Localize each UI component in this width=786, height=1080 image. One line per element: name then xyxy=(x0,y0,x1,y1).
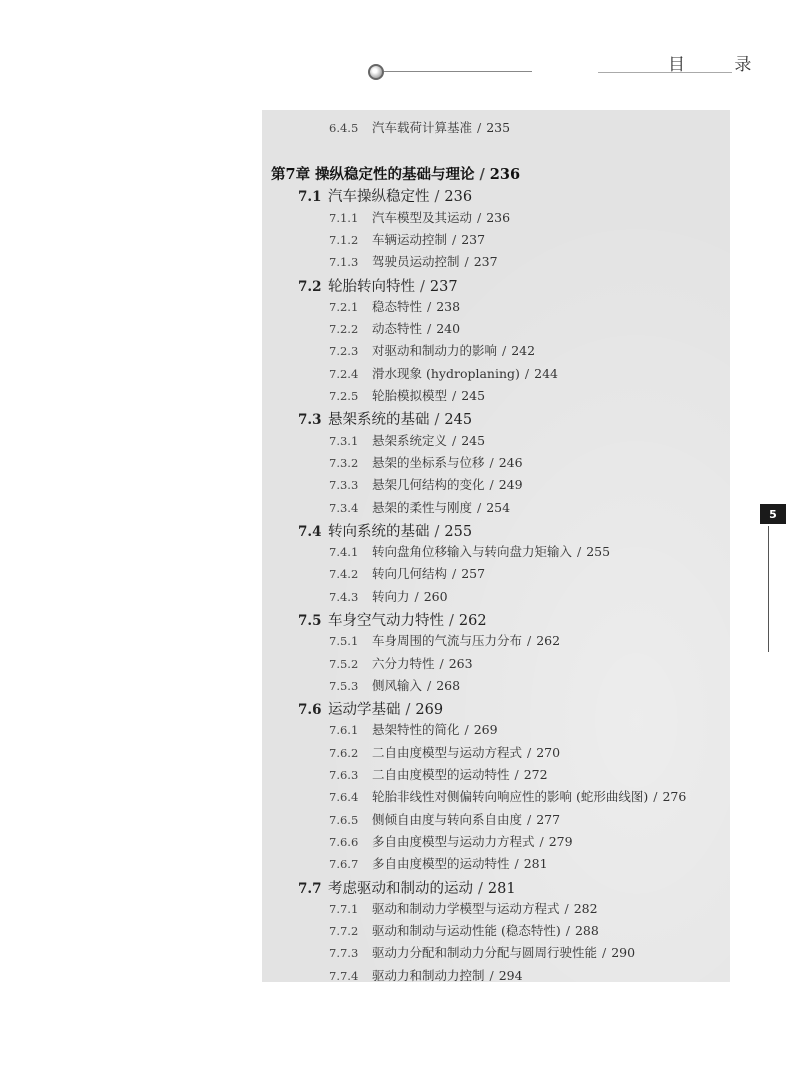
toc-number: 7.2 xyxy=(298,279,322,295)
toc-separator: / xyxy=(434,189,440,205)
toc-title: 二自由度模型与运动方程式 xyxy=(372,745,523,760)
toc-entry-sub xyxy=(329,832,573,850)
toc-entry-sub xyxy=(329,720,498,738)
toc-entry-sub xyxy=(329,676,460,694)
toc-page-number: 281 xyxy=(523,856,548,871)
toc-number: 7.3.2 xyxy=(329,456,359,470)
toc-entry-sec xyxy=(298,877,516,898)
toc-title: 驱动和制动与运动性能 (稳态特性) xyxy=(372,923,561,938)
toc-number: 7.3.1 xyxy=(329,434,359,448)
toc-entry-sub xyxy=(329,943,635,961)
toc-page-number: 238 xyxy=(436,299,461,314)
toc-entry-sec xyxy=(298,275,458,296)
toc-separator: / xyxy=(420,279,425,295)
toc-entry-sub xyxy=(329,654,473,672)
toc-title: 车身空气动力特性 xyxy=(328,613,444,629)
toc-page-number: 237 xyxy=(429,279,458,295)
toc-number: 7.3.3 xyxy=(329,478,359,492)
toc-separator: / xyxy=(452,433,457,448)
toc-separator: / xyxy=(602,945,607,960)
toc-page-number: 290 xyxy=(611,945,636,960)
toc-number: 7.2.1 xyxy=(329,300,359,314)
toc-title: 运动学基础 xyxy=(328,702,401,718)
toc-title: 车辆运动控制 xyxy=(372,232,448,247)
toc-number: 7.1.3 xyxy=(329,255,359,269)
toc-separator: / xyxy=(449,613,454,629)
toc-separator: / xyxy=(489,477,494,492)
toc-title: 轮胎转向特性 xyxy=(328,279,415,295)
toc-title: 汽车操纵稳定性 xyxy=(328,189,430,205)
toc-title: 稳态特性 xyxy=(372,299,423,314)
toc-page-number: 254 xyxy=(486,500,511,515)
toc-title: 多自由度模型的运动特性 xyxy=(372,856,510,871)
toc-entry-sub xyxy=(329,341,535,359)
toc-number: 7.6.5 xyxy=(329,813,359,827)
toc-separator: / xyxy=(427,678,432,693)
toc-page-number: 245 xyxy=(461,388,486,403)
toc-title: 多自由度模型与运动力方程式 xyxy=(372,834,535,849)
toc-entry-sub xyxy=(329,765,548,783)
toc-entry-sub xyxy=(329,386,485,404)
toc-page-number: 255 xyxy=(586,544,611,559)
toc-title: 悬架的柔性与刚度 xyxy=(372,500,473,515)
toc-number: 7.7.4 xyxy=(329,969,359,983)
toc-title: 悬架特性的简化 xyxy=(372,722,460,737)
toc-page-number: 246 xyxy=(498,455,523,470)
toc-number: 7.2.4 xyxy=(329,367,359,381)
toc-page-number: 276 xyxy=(662,789,687,804)
toc-title: 悬架系统定义 xyxy=(372,433,448,448)
toc-separator: / xyxy=(477,210,482,225)
toc-separator: / xyxy=(452,566,457,581)
toc-entry-sub xyxy=(329,431,485,449)
toc-title: 六分力特性 xyxy=(372,656,435,671)
toc-page-number: 260 xyxy=(423,589,448,604)
toc-separator: / xyxy=(478,881,483,897)
toc-title: 滑水现象 (hydroplaning) xyxy=(372,366,520,381)
toc-separator: / xyxy=(405,702,411,718)
toc-entry-sub xyxy=(329,542,610,560)
toc-page-number: 268 xyxy=(436,678,461,693)
toc-separator: / xyxy=(527,812,532,827)
toc-entry-sub xyxy=(329,899,598,917)
toc-separator: / xyxy=(479,166,485,183)
toc-number: 7.2.5 xyxy=(329,389,359,403)
toc-number: 7.3.4 xyxy=(329,501,359,515)
toc-title: 考虑驱动和制动的运动 xyxy=(328,881,473,897)
toc-separator: / xyxy=(477,500,482,515)
toc-page-number: 236 xyxy=(486,210,511,225)
toc-number: 7.7.3 xyxy=(329,946,359,960)
toc-separator: / xyxy=(434,524,440,540)
toc-number: 7.4.2 xyxy=(329,567,359,581)
toc-page-number: 270 xyxy=(536,745,561,760)
toc-page-number: 294 xyxy=(498,968,523,983)
page-title: 目 录 xyxy=(668,55,774,75)
toc-number: 7.1 xyxy=(298,189,322,205)
toc-number: 第7章 xyxy=(271,166,311,183)
toc-title: 悬架几何结构的变化 xyxy=(372,477,485,492)
toc-entry-sub xyxy=(329,966,523,984)
toc-number: 7.6 xyxy=(298,702,322,718)
toc-number: 7.5.1 xyxy=(329,634,359,648)
toc-title: 汽车模型及其运动 xyxy=(372,210,473,225)
toc-separator: / xyxy=(514,767,519,782)
toc-page-number: 242 xyxy=(511,343,536,358)
toc-title: 转向系统的基础 xyxy=(328,524,430,540)
toc-entry-sub xyxy=(329,230,485,248)
toc-entry-sub xyxy=(329,252,498,270)
toc-entry-sub xyxy=(329,631,560,649)
chapter-tab: 5 xyxy=(760,504,786,524)
toc-number: 7.6.3 xyxy=(329,768,359,782)
toc-page-number: 245 xyxy=(461,433,486,448)
toc-number: 7.2.3 xyxy=(329,344,359,358)
toc-separator: / xyxy=(514,856,519,871)
toc-page-number: 257 xyxy=(461,566,486,581)
toc-title: 轮胎模拟模型 xyxy=(372,388,448,403)
toc-separator: / xyxy=(464,722,469,737)
toc-title: 驱动力分配和制动力分配与圆周行驶性能 xyxy=(372,945,598,960)
toc-separator: / xyxy=(427,321,432,336)
toc-page-number: 263 xyxy=(448,656,473,671)
toc-page-number: 272 xyxy=(523,767,548,782)
toc-title: 轮胎非线性对侧偏转向响应性的影响 (蛇形曲线图) xyxy=(372,789,649,804)
toc-entry-sub xyxy=(329,319,460,337)
toc-page-number: 240 xyxy=(436,321,461,336)
toc-number: 7.6.4 xyxy=(329,790,359,804)
toc-entry-sec xyxy=(298,609,487,630)
toc-separator: / xyxy=(489,455,494,470)
toc-entry-sub xyxy=(329,475,523,493)
toc-number: 7.4 xyxy=(298,524,322,540)
toc-entry-sub xyxy=(329,297,460,315)
toc-number: 7.1.1 xyxy=(329,211,359,225)
edge-line xyxy=(768,526,769,652)
toc-title: 对驱动和制动力的影响 xyxy=(372,343,498,358)
toc-separator: / xyxy=(527,633,532,648)
toc-number: 7.7.1 xyxy=(329,902,359,916)
toc-number: 7.5 xyxy=(298,613,322,629)
toc-number: 7.7.2 xyxy=(329,924,359,938)
toc-separator: / xyxy=(577,544,582,559)
toc-title: 操纵稳定性的基础与理论 xyxy=(315,166,475,183)
toc-separator: / xyxy=(439,656,444,671)
toc-title: 驱动和制动力学模型与运动方程式 xyxy=(372,901,560,916)
toc-entry-sub xyxy=(329,498,510,516)
toc-separator: / xyxy=(524,366,530,381)
toc-number: 7.6.7 xyxy=(329,857,359,871)
toc-number: 7.3 xyxy=(298,412,322,428)
toc-page-number: 282 xyxy=(573,901,598,916)
toc-separator: / xyxy=(427,299,432,314)
toc-separator: / xyxy=(489,968,494,983)
toc-entry-sub xyxy=(329,743,560,761)
toc-page-number: 255 xyxy=(444,524,473,540)
toc-page-number: 262 xyxy=(458,613,487,629)
toc-title: 转向力 xyxy=(372,589,410,604)
toc-page-number: 244 xyxy=(534,366,558,381)
toc-entry-sec xyxy=(298,185,472,206)
toc-title: 驱动力和制动力控制 xyxy=(372,968,485,983)
toc-separator: / xyxy=(565,923,570,938)
toc-separator: / xyxy=(477,120,482,135)
toc-page-number: 288 xyxy=(574,923,599,938)
toc-number: 7.4.1 xyxy=(329,545,359,559)
toc-page-number: 237 xyxy=(461,232,486,247)
toc-number: 7.6.1 xyxy=(329,723,359,737)
toc-number: 7.5.2 xyxy=(329,657,359,671)
toc-title: 二自由度模型的运动特性 xyxy=(372,767,510,782)
toc-entry-sub xyxy=(329,587,448,605)
toc-page-number: 245 xyxy=(444,412,473,428)
toc-entry-sub xyxy=(329,564,485,582)
toc-title: 汽车载荷计算基准 xyxy=(372,120,473,135)
toc-page-number: 236 xyxy=(489,166,521,183)
toc-separator: / xyxy=(464,254,469,269)
toc-entry-sec xyxy=(298,408,472,429)
toc-entry-sub xyxy=(329,787,686,805)
toc-entry-chap xyxy=(271,163,520,184)
toc-entry-sub xyxy=(329,364,558,382)
toc-title: 驾驶员运动控制 xyxy=(372,254,460,269)
toc-page-number: 269 xyxy=(415,702,444,718)
toc-separator: / xyxy=(502,343,507,358)
toc-page-number: 277 xyxy=(536,812,561,827)
toc-number: 6.4.5 xyxy=(329,121,359,135)
toc-title: 转向几何结构 xyxy=(372,566,448,581)
toc-separator: / xyxy=(452,232,457,247)
toc-page-number: 237 xyxy=(473,254,498,269)
toc-number: 7.4.3 xyxy=(329,590,359,604)
toc-separator: / xyxy=(653,789,658,804)
toc-entry-sub xyxy=(329,810,560,828)
toc-number: 7.7 xyxy=(298,881,322,897)
toc-entry-sub xyxy=(329,921,599,939)
toc-separator: / xyxy=(564,901,569,916)
toc-separator: / xyxy=(414,589,419,604)
toc-number: 7.5.3 xyxy=(329,679,359,693)
toc-entry-sec xyxy=(298,698,443,719)
toc-number: 7.6.6 xyxy=(329,835,359,849)
toc-entry-sub xyxy=(329,854,548,872)
toc-entry-sec xyxy=(298,520,472,541)
toc-entry-sub xyxy=(329,208,510,226)
toc-title: 动态特性 xyxy=(372,321,423,336)
toc-title: 车身周围的气流与压力分布 xyxy=(372,633,523,648)
toc-number: 7.1.2 xyxy=(329,233,359,247)
toc-title: 侧风输入 xyxy=(372,678,423,693)
toc-page-number: 269 xyxy=(473,722,498,737)
toc-page-number: 262 xyxy=(536,633,561,648)
toc-page-number: 279 xyxy=(548,834,573,849)
toc-number: 7.6.2 xyxy=(329,746,359,760)
toc-page-number: 249 xyxy=(498,477,523,492)
toc-title: 转向盘角位移输入与转向盘力矩输入 xyxy=(372,544,573,559)
toc-title: 悬架系统的基础 xyxy=(328,412,430,428)
toc-page-number: 236 xyxy=(444,189,473,205)
toc-separator: / xyxy=(539,834,544,849)
toc-number: 7.2.2 xyxy=(329,322,359,336)
toc-page-number: 235 xyxy=(486,120,511,135)
toc-separator: / xyxy=(452,388,457,403)
toc-separator: / xyxy=(434,412,440,428)
toc-entry-sub xyxy=(329,118,510,136)
toc-separator: / xyxy=(527,745,532,760)
toc-title: 悬架的坐标系与位移 xyxy=(372,455,485,470)
toc-page-number: 281 xyxy=(487,881,516,897)
toc-title: 侧倾自由度与转向系自由度 xyxy=(372,812,523,827)
toc-entry-sub xyxy=(329,453,523,471)
